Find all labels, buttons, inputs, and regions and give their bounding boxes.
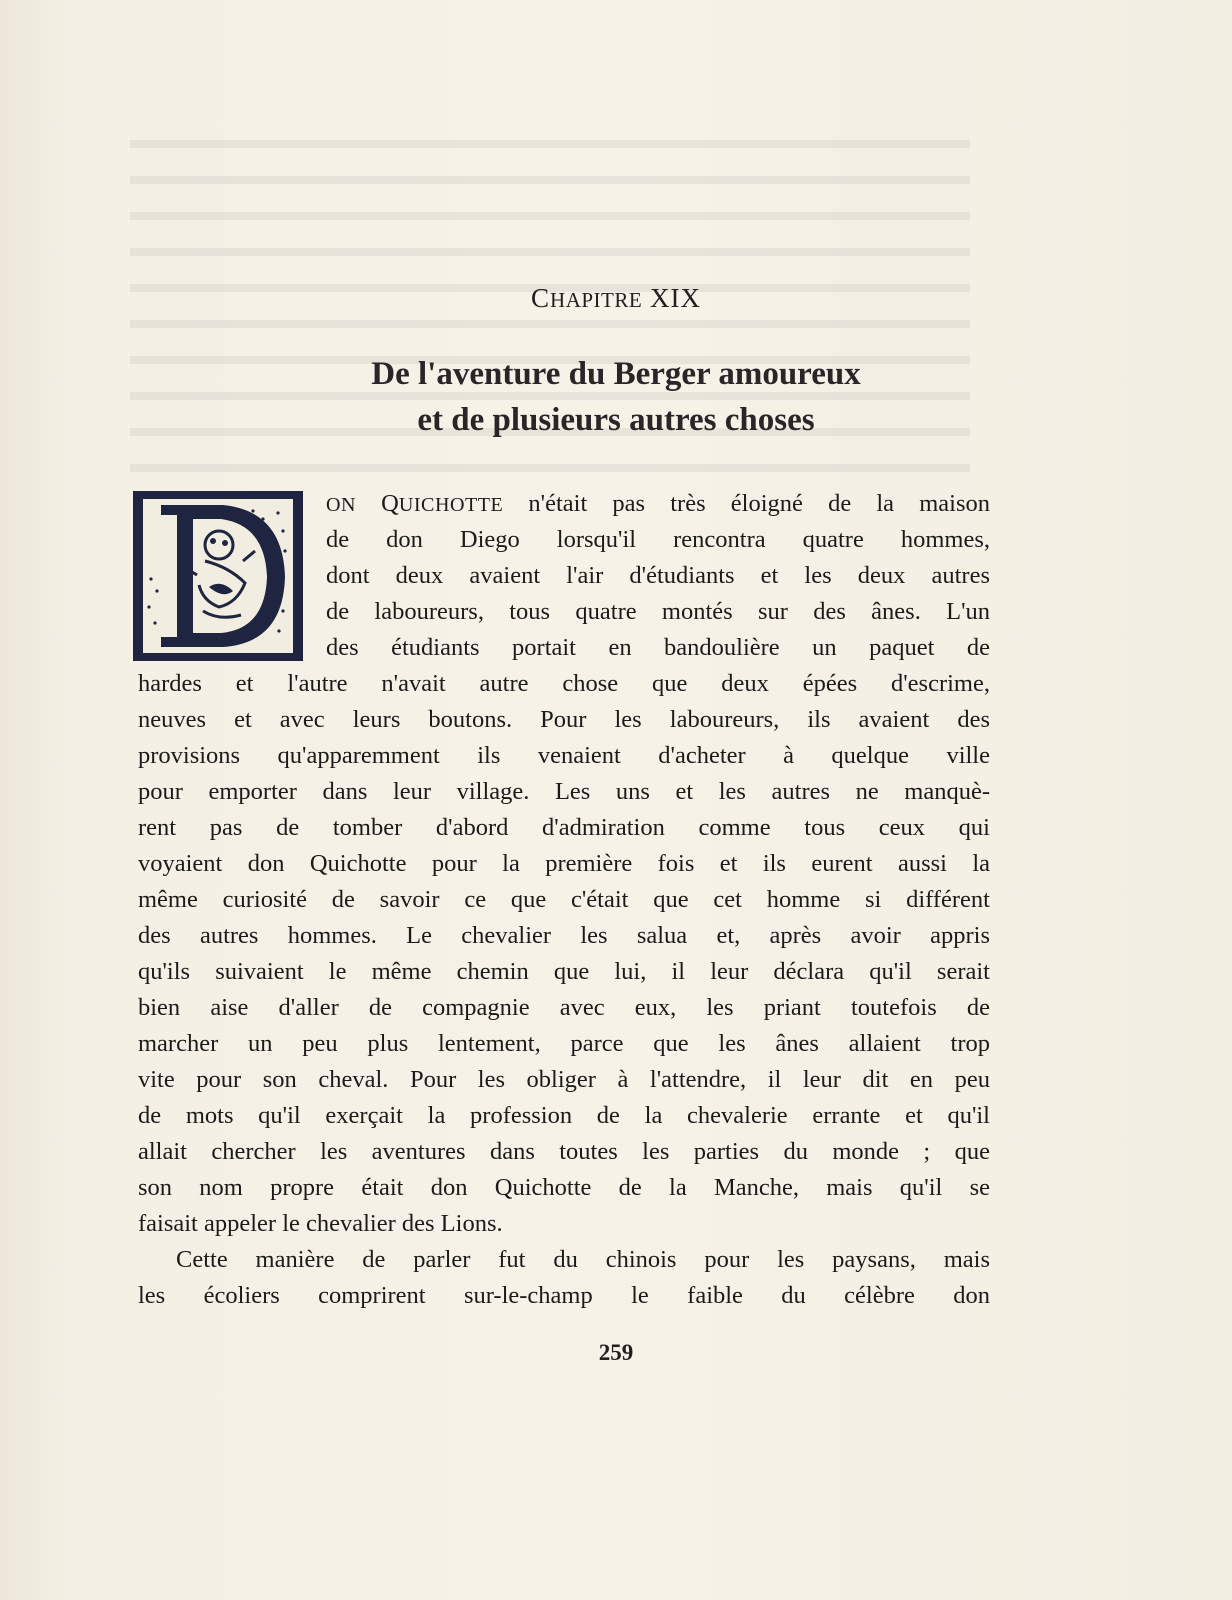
text-line: vite pour son cheval. Pour les obliger à l'attendre, il leur dit en peu bbox=[138, 1066, 990, 1093]
chapter-title-line: De l'aventure du Berger amoureux bbox=[371, 356, 861, 392]
text-line: son nom propre était don Quichotte de la Manche, mais qu'il se bbox=[138, 1174, 990, 1201]
text-line: marcher un peu plus lentement, parce que les ânes allaient trop bbox=[138, 1030, 990, 1057]
text-line: allait chercher les aventures dans toutes les parties du monde ; que bbox=[138, 1138, 990, 1165]
chapter-title-line: et de plusieurs autres choses bbox=[417, 402, 815, 438]
text-line: Cette manière de parler fut du chinois pour les paysans, mais bbox=[176, 1246, 990, 1273]
chapter-heading bbox=[0, 283, 1232, 314]
text-line: qu'ils suivaient le même chemin que lui, il leur déclara qu'il serait bbox=[138, 958, 990, 985]
text-line: des autres hommes. Le chevalier les salua et, après avoir appris bbox=[138, 922, 990, 949]
text-line-rest: n'était pas très éloigné de la maison bbox=[503, 490, 990, 517]
chapter-numeral: XIX bbox=[649, 283, 701, 313]
chapter-title bbox=[0, 351, 1232, 443]
text-line bbox=[138, 486, 990, 522]
text-line: de laboureurs, tous quatre montés sur des ânes. L'un bbox=[326, 598, 990, 625]
text-line: hardes et l'autre n'avait autre chose que deux épées d'escrime, bbox=[138, 670, 990, 697]
text-line: provisions qu'apparemment ils venaient d'acheter à quelque ville bbox=[138, 742, 990, 769]
page-number: 259 bbox=[598, 1340, 634, 1365]
text-line: des étudiants portait en bandoulière un paquet de bbox=[326, 634, 990, 661]
text-line: neuves et avec leurs boutons. Pour les laboureurs, ils avaient des bbox=[138, 706, 990, 733]
text-line: voyaient don Quichotte pour la première fois et ils eurent aussi la bbox=[138, 850, 990, 877]
body-text bbox=[138, 486, 990, 1314]
text-line: bien aise d'aller de compagnie avec eux, les priant toutefois de bbox=[138, 994, 990, 1021]
text-line: de mots qu'il exerçait la profession de la chevalerie errante et qu'il bbox=[138, 1102, 990, 1129]
drop-cap-lead-word: ON bbox=[326, 494, 356, 516]
text-line: les écoliers comprirent sur-le-champ le faible du célèbre don bbox=[138, 1282, 990, 1309]
name-initial: Q bbox=[381, 490, 399, 517]
text-line: dont deux avaient l'air d'étudiants et les deux autres bbox=[326, 562, 990, 589]
name-small-caps: UICHOTTE bbox=[398, 494, 504, 516]
chapter-word-rest: HAPITRE bbox=[550, 288, 643, 312]
text-line: pour emporter dans leur village. Les uns et les autres ne manquè- bbox=[138, 778, 990, 805]
text-line: rent pas de tomber d'abord d'admiration comme tous ceux qui bbox=[138, 814, 990, 841]
text-line: de don Diego lorsqu'il rencontra quatre hommes, bbox=[326, 526, 990, 553]
chapter-first-letter: C bbox=[531, 283, 551, 313]
text-line: faisait appeler le chevalier des Lions. bbox=[138, 1210, 503, 1237]
text-line: même curiosité de savoir ce que c'était que cet homme si différent bbox=[138, 886, 990, 913]
